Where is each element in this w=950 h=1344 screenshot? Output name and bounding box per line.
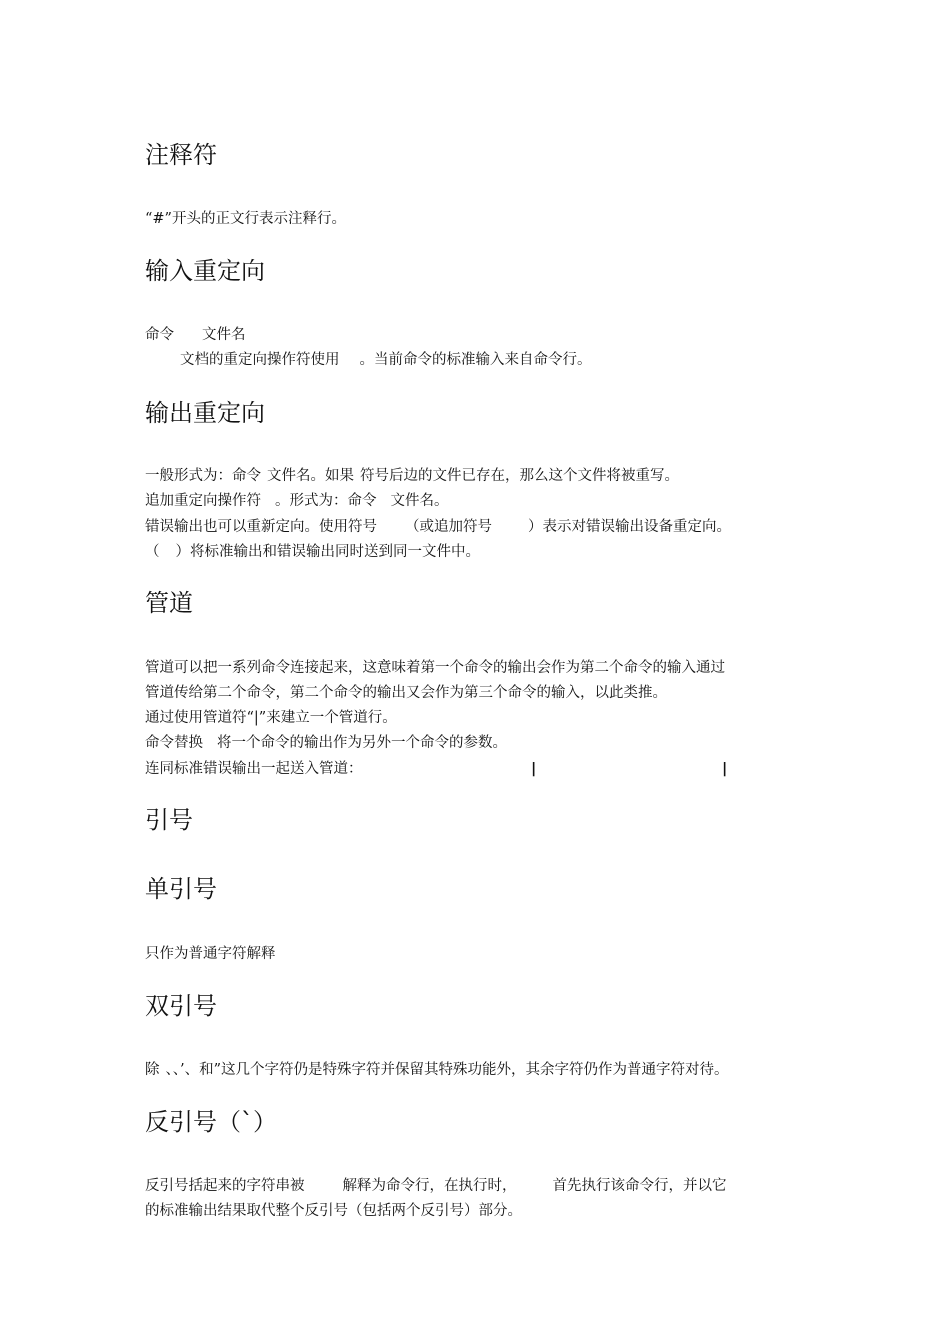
input-redirect-line2 — [180, 350, 592, 370]
output-redirect-line3-part-c: ）表示对错误输出设备重定向。 — [528, 519, 731, 535]
backquote-line1-part-a: 反引号括起来的字符串被 — [145, 1178, 305, 1194]
pipe-line2: 管道传给第二个命令，第二个命令的输出又会作为第三个命令的输入，以此类推。 — [145, 685, 667, 701]
output-redirect-line1-part-a: 一般形式为：命令 — [145, 468, 261, 484]
heading-backquote: 反引号（`） — [145, 1108, 277, 1136]
single-quote-text: 只作为普通字符解释 — [145, 946, 276, 962]
output-redirect-line1 — [145, 466, 679, 486]
output-redirect-line3-part-b: （或追加符号 — [405, 519, 492, 535]
output-redirect-line2-part-a: 追加重定向操作符 — [145, 493, 261, 509]
pipe-symbol-1: | — [531, 761, 537, 777]
pipe-line4-part-a: 命令替换 — [145, 735, 203, 751]
heading-output-redirect: 输出重定向 — [145, 399, 265, 427]
output-redirect-line1-part-c: 符号后边的文件已存在，那么这个文件将被重写。 — [360, 468, 679, 484]
heading-double-quote: 双引号 — [145, 992, 217, 1020]
heading-single-quote: 单引号 — [145, 875, 217, 903]
pipe-line5: 连同标准错误输出一起送入管道： — [145, 761, 363, 777]
pipe-line4-part-b: 将一个命令的输出作为另外一个命令的参数。 — [217, 735, 507, 751]
heading-input-redirect: 输入重定向 — [145, 257, 265, 285]
output-redirect-line4 — [145, 542, 480, 562]
backquote-line2: 的标准输出结果取代整个反引号（包括两个反引号）部分。 — [145, 1203, 522, 1219]
output-redirect-line2 — [145, 491, 449, 511]
double-quote-text-part-b: 、、’、和”这几个字符仍是特殊字符并保留其特殊功能外，其余字符仍作为普通字符对待。 — [165, 1062, 729, 1078]
heading-pipe: 管道 — [145, 589, 193, 617]
comment-text: “#”开头的正文行表示注释行。 — [145, 211, 346, 227]
output-redirect-line4-part-a: （ — [145, 544, 160, 560]
heading-comment: 注释符 — [145, 141, 217, 169]
input-redirect-line2-part-b: 。当前命令的标准输入来自命令行。 — [359, 352, 592, 368]
backquote-line1-part-b: 解释为命令行，在执行时， — [342, 1178, 517, 1194]
pipe-symbol-2: | — [722, 761, 728, 777]
pipe-line4 — [145, 733, 507, 753]
heading-quotes: 引号 — [145, 806, 193, 834]
backquote-line1 — [145, 1176, 727, 1196]
double-quote-text-part-a: 除 — [145, 1062, 160, 1078]
input-redirect-line1 — [145, 325, 246, 345]
double-quote-text — [145, 1060, 729, 1080]
pipe-line3: 通过使用管道符“|”来建立一个管道行。 — [145, 710, 397, 726]
output-redirect-line4-part-b: ）将标准输出和错误输出同时送到同一文件中。 — [175, 544, 480, 560]
output-redirect-line2-part-b: 。形式为：命令 — [275, 493, 377, 509]
backquote-line1-part-c: 首先执行该命令行，并以它 — [552, 1178, 727, 1194]
input-redirect-line1-part-a: 命令 — [145, 327, 174, 343]
input-redirect-line1-part-b: 文件名 — [202, 327, 246, 343]
input-redirect-line2-part-a: 文档的重定向操作符使用 — [180, 352, 340, 368]
output-redirect-line2-part-c: 文件名。 — [390, 493, 449, 509]
output-redirect-line3-part-a: 错误输出也可以重新定向。使用符号 — [145, 519, 377, 535]
output-redirect-line3 — [145, 517, 731, 537]
pipe-line1: 管道可以把一系列命令连接起来，这意味着第一个命令的输出会作为第二个命令的输入通过 — [145, 660, 725, 676]
output-redirect-line1-part-b: 文件名。如果 — [267, 468, 354, 484]
